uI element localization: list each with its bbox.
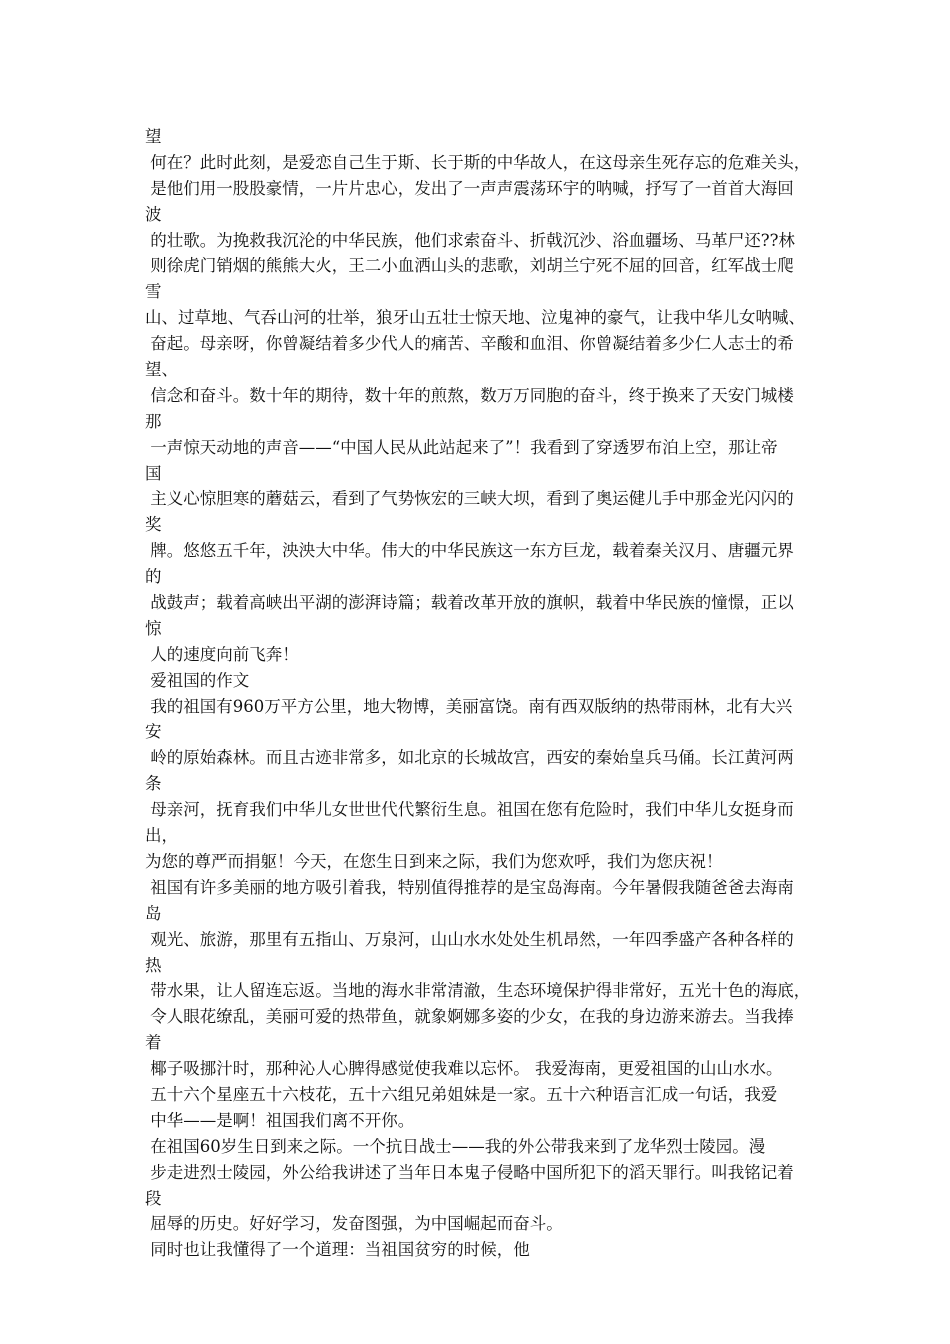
text-line: 奖 xyxy=(145,515,162,535)
text-line: 出， xyxy=(145,826,178,846)
text-line: 的 xyxy=(145,567,162,587)
text-line: 波 xyxy=(145,204,162,224)
text-line: 步走进烈士陵园，外公给我讲述了当年日本鬼子侵略中国所犯下的滔天罪行。叫我铭记着 xyxy=(145,1162,794,1182)
text-line: 一声惊天动地的声音——“中国人民从此站起来了”！我看到了穿透罗布泊上空，那让帝 xyxy=(145,437,778,457)
text-line: 屈辱的历史。好好学习，发奋图强，为中国崛起而奋斗。 xyxy=(145,1214,563,1234)
text-line: 在祖国60岁生日到来之际。一个抗日战士——我的外公带我来到了龙华烈士陵园。漫 xyxy=(145,1136,766,1156)
text-line: 五十六个星座五十六枝花，五十六组兄弟姐妹是一家。五十六种语言汇成一句话，我爱 xyxy=(145,1084,778,1104)
text-line: 带水果，让人留连忘返。当地的海水非常清澈，生态环境保护得非常好，五光十色的海底， xyxy=(145,981,811,1001)
text-line: 同时也让我懂得了一个道理：当祖国贫穷的时候，他 xyxy=(145,1240,530,1260)
essay-text-block xyxy=(145,124,815,1263)
text-line: 国 xyxy=(145,463,162,483)
text-line: 我的祖国有960万平方公里，地大物博，美丽富饶。南有西双版纳的热带雨林，北有大兴 xyxy=(145,696,793,716)
text-line: 的壮歌。为挽救我沉沦的中华民族，他们求索奋斗、折戟沉沙、浴血疆场、马革尸还??林 xyxy=(145,230,795,250)
text-line: 战鼓声；载着高峡出平湖的澎湃诗篇；载着改革开放的旗帜，载着中华民族的憧憬，正以 xyxy=(145,593,794,613)
text-line: 观光、旅游，那里有五指山、万泉河，山山水水处处生机昂然，一年四季盛产各种各样的 xyxy=(145,929,794,949)
text-line: 热 xyxy=(145,955,162,975)
text-line: 祖国有许多美丽的地方吸引着我，特别值得推荐的是宝岛海南。今年暑假我随爸爸去海南 xyxy=(145,877,794,897)
text-line: 为您的尊严而捐躯！今天，在您生日到来之际，我们为您欢呼，我们为您庆祝！ xyxy=(145,851,723,871)
text-line: 何在？此时此刻，是爱恋自己生于斯、长于斯的中华故人，在这母亲生死存忘的危难关头， xyxy=(145,152,811,172)
text-line: 条 xyxy=(145,774,162,794)
text-line: 椰子吸挪汁时，那种沁人心脾得感觉使我难以忘怀。 我爱海南，更爱祖国的山山水水。 xyxy=(145,1059,783,1079)
text-line: 母亲河，抚育我们中华儿女世世代代繁衍生息。祖国在您有危险时，我们中华儿女挺身而 xyxy=(145,800,794,820)
text-line: 岭的原始森林。而且古迹非常多，如北京的长城故宫，西安的秦始皇兵马俑。长江黄河两 xyxy=(145,748,794,768)
text-line: 人的速度向前飞奔！ xyxy=(145,644,299,664)
section-title: 爱祖国的作文 xyxy=(145,670,250,690)
text-line: 则徐虎门销烟的熊熊大火，王二小血洒山头的悲歌，刘胡兰宁死不屈的回音，红军战士爬 xyxy=(145,256,794,276)
text-line: 主义心惊胆寒的蘑菇云，看到了气势恢宏的三峡大坝，看到了奥运健儿手中那金光闪闪的 xyxy=(145,489,794,509)
text-line: 岛 xyxy=(145,903,162,923)
text-line: 惊 xyxy=(145,618,162,638)
text-line: 安 xyxy=(145,722,162,742)
text-line: 是他们用一股股豪情，一片片忠心，发出了一声声震荡环宇的呐喊，抒写了一首首大海回 xyxy=(145,178,794,198)
text-line: 着 xyxy=(145,1033,162,1053)
text-line: 奋起。母亲呀，你曾凝结着多少代人的痛苦、辛酸和血泪、你曾凝结着多少仁人志士的希 xyxy=(145,334,794,354)
text-line: 中华——是啊！祖国我们离不开你。 xyxy=(145,1110,415,1130)
text-line: 山、过草地、气吞山河的壮举，狼牙山五壮士惊天地、泣鬼神的豪气，让我中华儿女呐喊、 xyxy=(145,308,805,328)
text-line: 望、 xyxy=(145,360,178,380)
text-line: 段 xyxy=(145,1188,162,1208)
text-line: 雪 xyxy=(145,282,162,302)
text-line: 信念和奋斗。数十年的期待，数十年的煎熬，数万万同胞的奋斗，终于换来了天安门城楼 xyxy=(145,385,794,405)
text-line: 那 xyxy=(145,411,162,431)
text-line: 望 xyxy=(145,127,162,146)
text-line: 牌。悠悠五千年，泱泱大中华。伟大的中华民族这一东方巨龙，载着秦关汉月、唐疆元界 xyxy=(145,541,794,561)
text-line: 令人眼花缭乱，美丽可爱的热带鱼，就象婀娜多姿的少女，在我的身边游来游去。当我捧 xyxy=(145,1007,794,1027)
